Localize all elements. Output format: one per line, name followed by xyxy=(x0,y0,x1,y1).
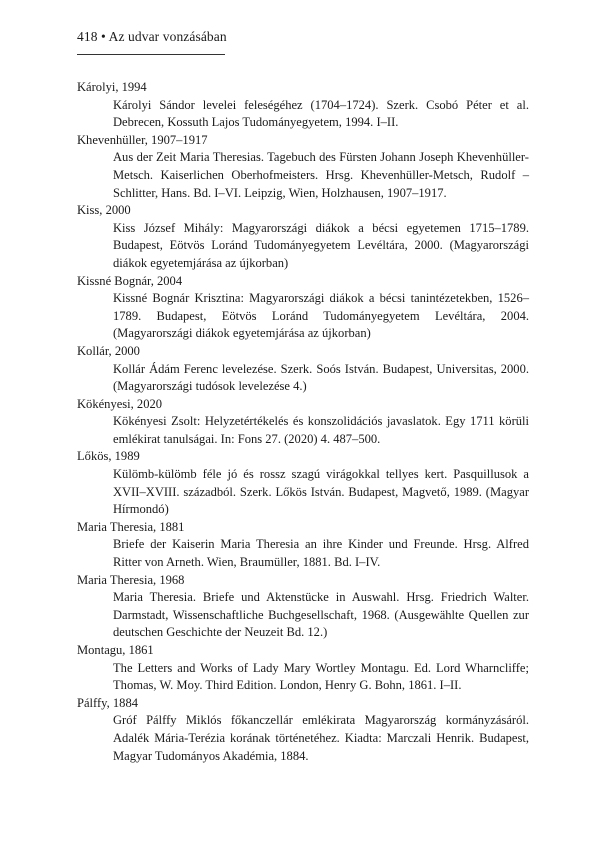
entry-full-reference: Aus der Zeit Maria Theresias. Tagebuch des Fürsten Johann Joseph Khevenhüller-Metsch. Kaiserlichen Oberhofmeisters. Hrsg. Khevenhüller-Metsch, Rudolf – Schlitter, Hans. Bd. I–VI. Leipzig, Wien, Holzhausen, 1907–1917. xyxy=(113,150,529,200)
entry-full-reference: Károlyi Sándor levelei feleségéhez (1704–1724). Szerk. Csobó Péter et al. Debrecen, Kossuth Lajos Tudományegyetem, 1994. I–II. xyxy=(113,97,529,130)
bibliography-entry xyxy=(77,448,529,518)
bibliography-entry xyxy=(77,695,529,765)
entry-short-citation: Kollár, 2000 xyxy=(77,343,140,358)
bibliography-entry xyxy=(77,642,529,695)
entry-short-citation: Pálffy, 1884 xyxy=(77,695,138,710)
entry-full-reference: The Letters and Works of Lady Mary Wortley Montagu. Ed. Lord Wharncliffe; Thomas, W. Moy. Third Edition. London, Henry G. Bohn, 1861. I–II. xyxy=(113,660,529,693)
bibliography-list xyxy=(77,79,529,765)
page-number: 418 xyxy=(77,29,98,44)
entry-short-citation: Kiss, 2000 xyxy=(77,203,131,218)
bibliography-entry xyxy=(77,519,529,572)
entry-short-citation: Khevenhüller, 1907–1917 xyxy=(77,132,208,147)
bibliography-entry xyxy=(77,132,529,202)
running-header xyxy=(77,29,227,45)
entry-short-citation: Károlyi, 1994 xyxy=(77,80,147,94)
entry-short-citation: Maria Theresia, 1968 xyxy=(77,572,185,587)
entry-full-reference: Maria Theresia. Briefe und Aktenstücke in Auswahl. Hrsg. Friedrich Walter. Darmstadt, Wissenschaftliche Buchgesellschaft, 1968. (Ausgewählte Quellen zur deutschen Geschichte der Neuzeit Bd. 12.) xyxy=(113,590,529,640)
running-title: Az udvar vonzásában xyxy=(108,29,227,44)
entry-full-reference: Kollár Ádám Ferenc levelezése. Szerk. Soós István. Budapest, Universitas, 2000. (Magyarországi tudósok levelezése 4.) xyxy=(113,361,529,394)
entry-full-reference: Gróf Pálffy Miklós főkanczellár emlékirata Magyarország kormányzásáról. Adalék Mária-Terézia korának történetéhez. Kiadta: Marczali Henrik. Budapest, Magyar Tudományos Akadémia, 1884. xyxy=(113,713,529,763)
entry-short-citation: Montagu, 1861 xyxy=(77,643,154,657)
bibliography-entry xyxy=(77,343,529,396)
bibliography-entry xyxy=(77,572,529,642)
entry-full-reference: Kökényesi Zsolt: Helyzetértékelés és konszolidációs javaslatok. Egy 1711 körüli emlékirat tanulságai. In: Fons 27. (2020) 4. 487–500. xyxy=(113,414,529,446)
entry-full-reference: Külömb-külömb féle jó és rossz szagú virágokkal tellyes kert. Pasquillusok a XVII–XVIII. századból. Szerk. Lőkös István. Budapest, Magvető, 1989. (Magyar Hírmondó) xyxy=(113,467,529,517)
bibliography-entry xyxy=(77,202,529,272)
header-rule xyxy=(77,54,225,55)
entry-short-citation: Maria Theresia, 1881 xyxy=(77,519,185,534)
entry-short-citation: Lőkös, 1989 xyxy=(77,449,140,464)
entry-short-citation: Kökényesi, 2020 xyxy=(77,396,163,411)
bibliography-entry xyxy=(77,273,529,343)
entry-full-reference: Kissné Bognár Krisztina: Magyarországi diákok a bécsi tanintézetekben, 1526–1789. Budapest, Eötvös Loránd Tudományegyetem Levéltára, 2004. (Magyarországi diákok egyetemjárása az újkorban) xyxy=(113,291,529,341)
entry-full-reference: Briefe der Kaiserin Maria Theresia an ihre Kinder und Freunde. Hrsg. Alfred Ritter von Arneth. Wien, Braumüller, 1881. Bd. I–IV. xyxy=(113,537,529,570)
entry-full-reference: Kiss József Mihály: Magyarországi diákok a bécsi egyetemen 1715–1789. Budapest, Eötvös Loránd Tudományegyetem Levéltára, 2000. (Magyarországi diákok egyetemjárása az újkorban) xyxy=(113,220,529,270)
entry-short-citation: Kissné Bognár, 2004 xyxy=(77,273,183,288)
header-separator: • xyxy=(101,29,106,44)
bibliography-entry xyxy=(77,79,529,132)
bibliography-entry xyxy=(77,396,529,449)
